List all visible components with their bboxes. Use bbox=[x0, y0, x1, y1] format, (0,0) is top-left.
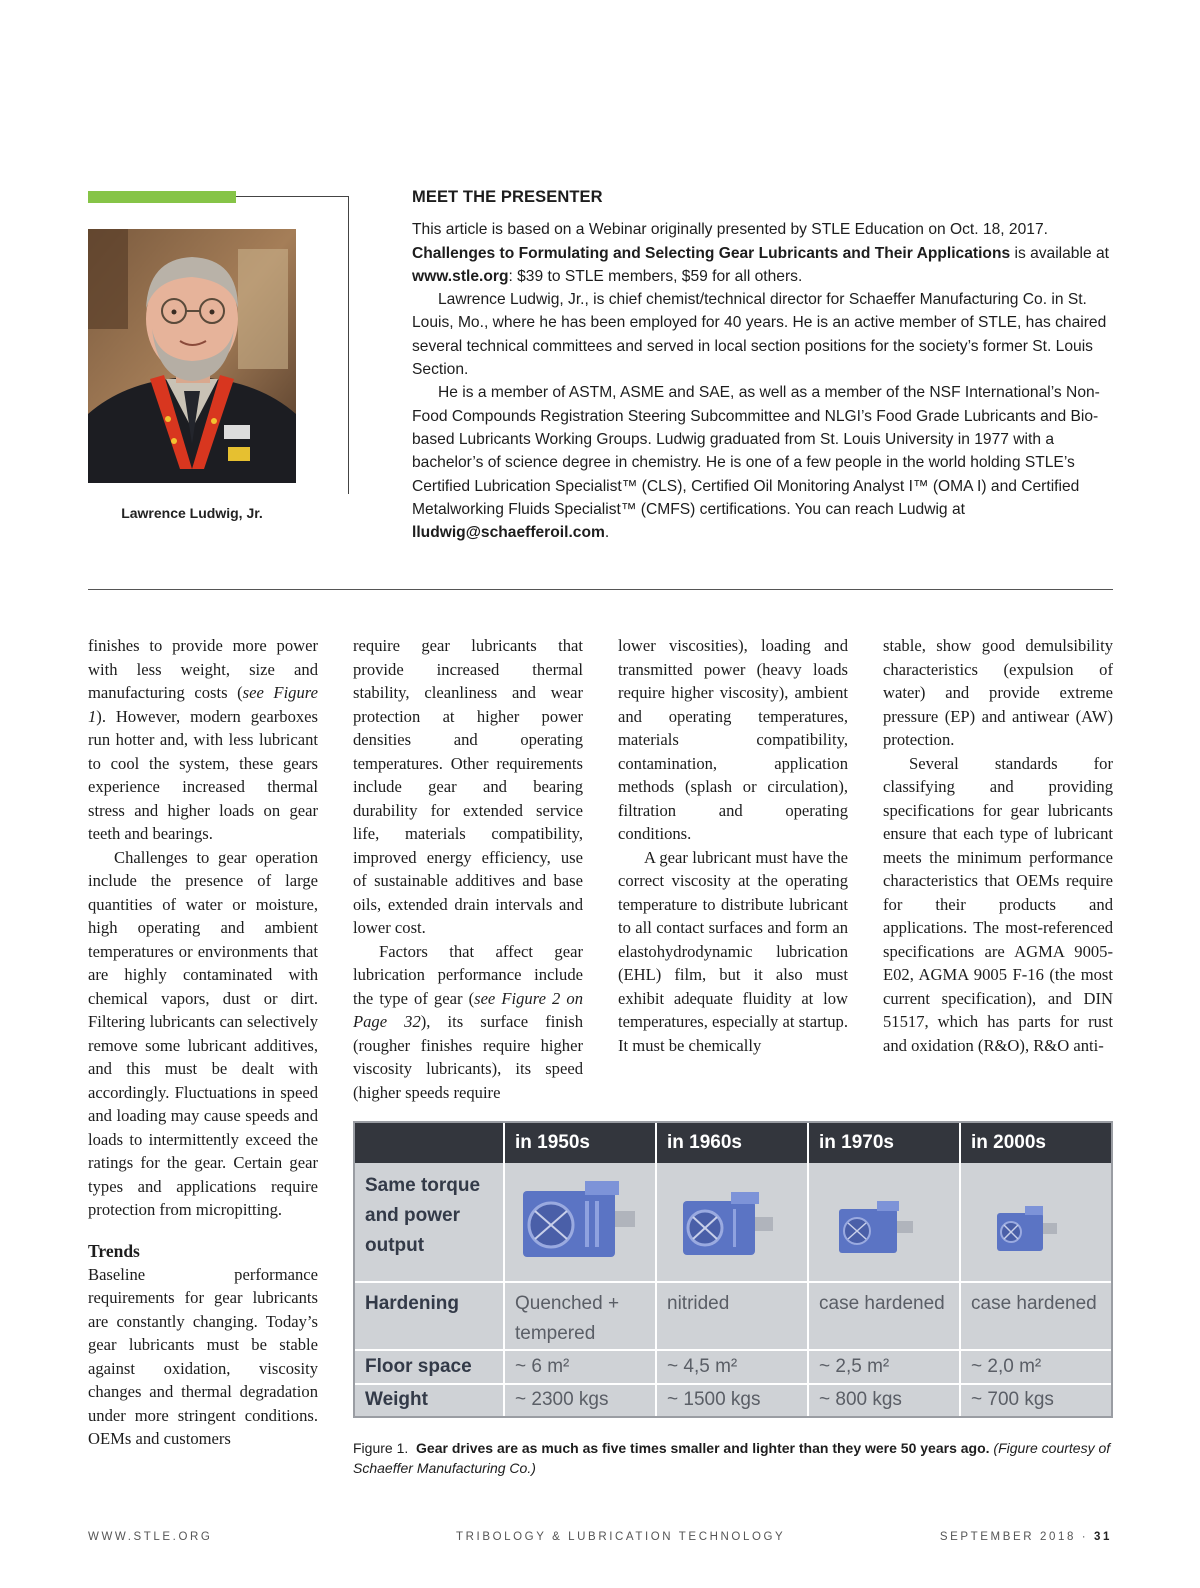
gearbox-1970s-image bbox=[833, 1197, 923, 1261]
article-column-1 bbox=[88, 634, 318, 1451]
footer-date-page bbox=[940, 1531, 1112, 1543]
weight-1960s: ~ 1500 kgs bbox=[667, 1389, 761, 1410]
footer-website: WWW.STLE.ORG bbox=[88, 1531, 213, 1543]
presenter-bio-1: Lawrence Ludwig, Jr., is chief chemist/technical director for Schaeffer Manufacturing Co. in St. Louis, Mo., where he has been employed for 40 years. He is an active member of STLE, has chaired several technical committees and served in local section positions for the society’s former St. Louis Section. bbox=[412, 291, 1107, 379]
section-heading-trends: Trends bbox=[88, 1240, 140, 1261]
row-label-hardening: Hardening bbox=[365, 1293, 459, 1314]
row-label-same-torque: Same torque and power output bbox=[365, 1175, 481, 1256]
article-column-3 bbox=[618, 634, 848, 1057]
paragraph: Several standards for classifying and providing specifications for gear lubricants ensure that each type of lubricant meets the minimum performance characteristics that OEMs require for their products and applications. The most-referenced specifications are AGMA 9005-E02, AGMA 9005 F-16 (the most current specification), and DIN 51517, which has parts for rust and oxidation (R&O), R&O anti- bbox=[883, 753, 1113, 1055]
footer-date: SEPTEMBER 2018 bbox=[939, 1531, 1076, 1543]
article-column-2 bbox=[353, 634, 583, 1104]
photo-caption: Lawrence Ludwig, Jr. bbox=[121, 505, 263, 521]
hardening-1950s: Quenched + tempered bbox=[515, 1293, 620, 1344]
paragraph: finishes to provide more power with less weight, size and manufacturing costs (see Figure 1). However, modern gearboxes run hotter and, with less lubricant to cool the system, these gears experience increased thermal stress and higher loads on gear teeth and bearings. bbox=[88, 636, 318, 843]
floor-1950s: ~ 6 m² bbox=[515, 1356, 570, 1377]
row-label-weight: Weight bbox=[365, 1389, 428, 1410]
gearbox-2000s-image bbox=[991, 1203, 1065, 1259]
column-header: in 1960s bbox=[667, 1132, 742, 1153]
footer-separator: · bbox=[1081, 1531, 1089, 1543]
accent-bar bbox=[88, 191, 236, 203]
floor-2000s: ~ 2,0 m² bbox=[971, 1356, 1042, 1377]
paragraph: lower viscosities), loading and transmitted power (heavy loads require higher viscosity), ambient and operating temperatures, materials compatibility, contamination, application methods (splash or circulation), filtration and operating conditions. bbox=[618, 636, 848, 843]
paragraph: require gear lubricants that provide increased thermal stability, cleanliness and wear protection at higher power densities and operating temperatures. Other requirements include gear and bearing durability for extended service life, materials compatibility, improved energy efficiency, use of sustainable additives and base oils, extended drain intervals and lower cost. bbox=[353, 636, 583, 937]
weight-1950s: ~ 2300 kgs bbox=[515, 1389, 609, 1410]
footer-publication: TRIBOLOGY & LUBRICATION TECHNOLOGY bbox=[456, 1531, 786, 1543]
weight-2000s: ~ 700 kgs bbox=[971, 1389, 1054, 1410]
column-header: in 1950s bbox=[515, 1132, 590, 1153]
section-divider bbox=[88, 589, 1113, 590]
figure-caption: Figure 1. Gear drives are as much as five times smaller and lighter than they were 50 years ago. (Figure courtesy of Schaeffer Manufacturing Co.) bbox=[353, 1440, 1111, 1476]
weight-1970s: ~ 800 kgs bbox=[819, 1389, 902, 1410]
hardening-1960s: nitrided bbox=[667, 1293, 730, 1314]
article-column-4 bbox=[883, 634, 1113, 1057]
column-header: in 1970s bbox=[819, 1132, 894, 1153]
presenter-heading: MEET THE PRESENTER bbox=[412, 188, 603, 206]
hardening-1970s: case hardened bbox=[819, 1293, 945, 1314]
paragraph: A gear lubricant must have the correct viscosity at the operating temperature to distribute lubricant to all contact surfaces and form an elastohydrodynamic lubrication (EHL) film, but it also must exhibit adequate fluidity at low temperatures, especially at startup. It must be chemically bbox=[618, 847, 848, 1055]
row-divider bbox=[355, 1349, 1111, 1351]
email-link[interactable]: lludwig@schaefferoil.com bbox=[412, 524, 605, 542]
presenter-sidebar bbox=[412, 186, 1112, 544]
floor-1960s: ~ 4,5 m² bbox=[667, 1356, 738, 1377]
hardening-2000s: case hardened bbox=[971, 1293, 1097, 1314]
presenter-bio-2: He is a member of ASTM, ASME and SAE, as well as a member of the NSF International’s Non-Food Compounds Registration Steering Subcommittee and NLGI’s Food Grade Lubricants and Bio-based Lubricants Working Groups. Ludwig graduated from St. Louis University in 1977 with a bachelor’s of science degree in chemistry. He is one of a few people in the world holding STLE’s Certified Lubrication Specialist™ (CLS), Certified Oil Monitoring Analyst I™ (OMA I) and Certified Metalworking Fluids Specialist™ (CMFS) certifications. You can reach Ludwig at lludwig@schaefferoil.com. bbox=[412, 384, 1100, 542]
paragraph: Factors that affect gear lubrication performance include the type of gear (see Figure 2 on Page 32), its surface finish (rougher finishes require higher viscosity lubricants), its speed (higher speeds require bbox=[353, 941, 584, 1102]
paragraph: Challenges to gear operation include the presence of large quantities of water or moisture, high operating and ambient temperatures or environments that are highly contaminated with chemical vapors, dust or dirt. Filtering lubricants can selectively remove some lubricant additives, and this must be dealt with accordingly. Fluctuations in speed and loading may cause speeds and loads to intermittently exceed the ratings for the gear. Certain gear types and applications require protection from micropitting. bbox=[88, 847, 318, 1219]
paragraph: Baseline performance requirements for gear lubricants are constantly changing. Today’s gear lubricants must be stable against oxidation, viscosity changes and thermal degradation under more stringent conditions. OEMs and customers bbox=[88, 1264, 318, 1448]
presenter-intro: This article is based on a Webinar originally presented by STLE Education on Oct. 18, 2017. Challenges to Formulating and Selecting Gear Lubricants and Their Applications is available at www.stle.org: $39 to STLE members, $59 for all others. bbox=[412, 221, 1109, 285]
frame-line-right bbox=[348, 196, 349, 494]
row-label-floor-space: Floor space bbox=[365, 1356, 472, 1377]
column-header: in 2000s bbox=[971, 1132, 1046, 1153]
row-divider bbox=[355, 1281, 1111, 1283]
figure-reference: see Figure 2 on Page 32 bbox=[353, 988, 583, 1031]
stle-link[interactable]: www.stle.org bbox=[412, 267, 509, 285]
figure-1-table bbox=[353, 1121, 1113, 1418]
paragraph: stable, show good demulsibility characteristics (expulsion of water) and provide extreme pressure (EP) and antiwear (AW) protection. bbox=[883, 636, 1113, 749]
figure-reference: see Figure 1 bbox=[88, 683, 318, 726]
webinar-title: Challenges to Formulating and Selecting Gear Lubricants and Their Applications bbox=[412, 244, 1011, 262]
gearbox-1960s-image bbox=[677, 1187, 781, 1267]
page-number: 31 bbox=[1094, 1531, 1112, 1543]
gearbox-1950s-image bbox=[515, 1175, 643, 1273]
frame-line-top bbox=[236, 196, 348, 197]
floor-1970s: ~ 2,5 m² bbox=[819, 1356, 890, 1377]
presenter-photo bbox=[88, 229, 296, 483]
